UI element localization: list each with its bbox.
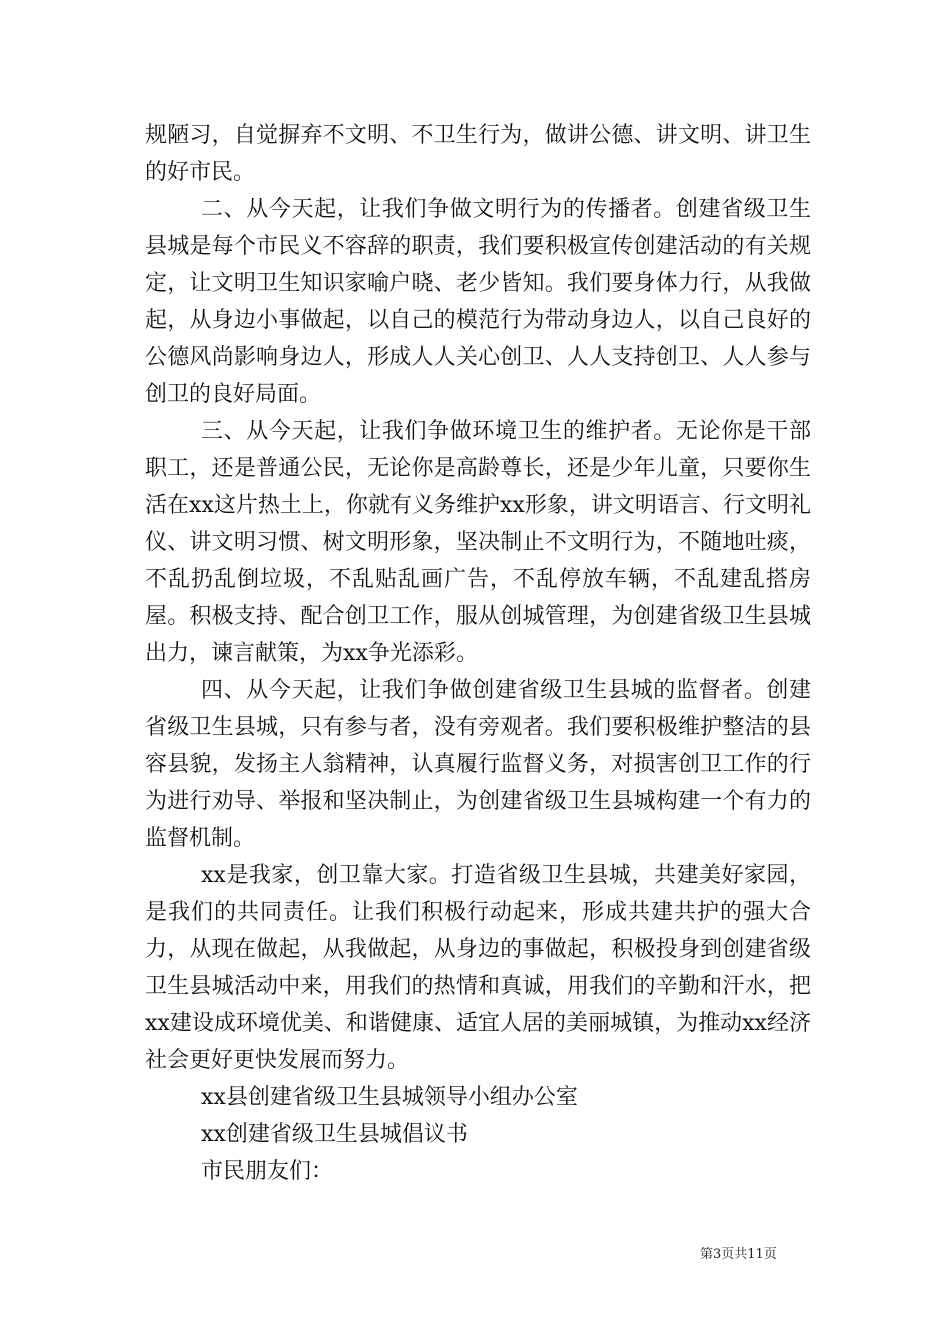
paragraph-closing: xx是我家，创卫靠大家。打造省级卫生县城，共建美好家园，是我们的共同责任。让我们积极行动起来，形成共建共护的强大合力，从现在做起，从我做起，从身边的事做起，积极投身到创建省级卫生县城活动中来，用我们的热情和真诚，用我们的辛勤和汗水，把xx建设成环境优美、和谐健康、适宜人居的美丽城镇，为推动xx经济社会更好更快发展而努力。 bbox=[145, 863, 811, 1073]
signature-line: xx县创建省级卫生县城领导小组办公室 bbox=[201, 1085, 578, 1110]
paragraph-supervisor: 四、从今天起，让我们争做创建省级卫生县城的监督者。创建省级卫生县城，只有参与者，没有旁观者。我们要积极维护整洁的县容县貌，发扬主人翁精神，认真履行监督义务，对损害创卫工作的行为进行劝导、举报和坚决制止，为创建省级卫生县城构建一个有力的监督机制。 bbox=[145, 678, 811, 851]
next-document-title: xx创建省级卫生县城倡议书 bbox=[201, 1122, 468, 1147]
paragraph-propagator: 二、从今天起，让我们争做文明行为的传播者。创建省级卫生县城是每个市民义不容辞的职责，我们要积极宣传创建活动的有关规定，让文明卫生知识家喻户晓、老少皆知。我们要身体力行，从我做起，从身边小事做起，以自己的模范行为带动身边人，以自己良好的公德风尚影响身边人，形成人人关心创卫、人人支持创卫、人人参与创卫的良好局面。 bbox=[145, 197, 811, 407]
paragraph-continuation: 规陋习，自觉摒弃不文明、不卫生行为，做讲公德、讲文明、讲卫生的好市民。 bbox=[145, 123, 811, 185]
paragraph-maintainer: 三、从今天起，让我们争做环境卫生的维护者。无论你是干部职工，还是普通公民，无论你是高龄尊长，还是少年儿童，只要你生活在xx这片热土上，你就有义务维护xx形象，讲文明语言、行文明礼仪、讲文明习惯、树文明形象，坚决制止不文明行为，不随地吐痰，不乱扔乱倒垃圾，不乱贴乱画广告，不乱停放车辆，不乱建乱搭房屋。积极支持、配合创卫工作，服从创城管理，为创建省级卫生县城出力，谏言献策，为xx争光添彩。 bbox=[145, 419, 811, 666]
salutation-line: 市民朋友们： bbox=[201, 1159, 334, 1184]
document-body bbox=[145, 117, 811, 1190]
page-number: 第3页共11页 bbox=[700, 1247, 777, 1262]
